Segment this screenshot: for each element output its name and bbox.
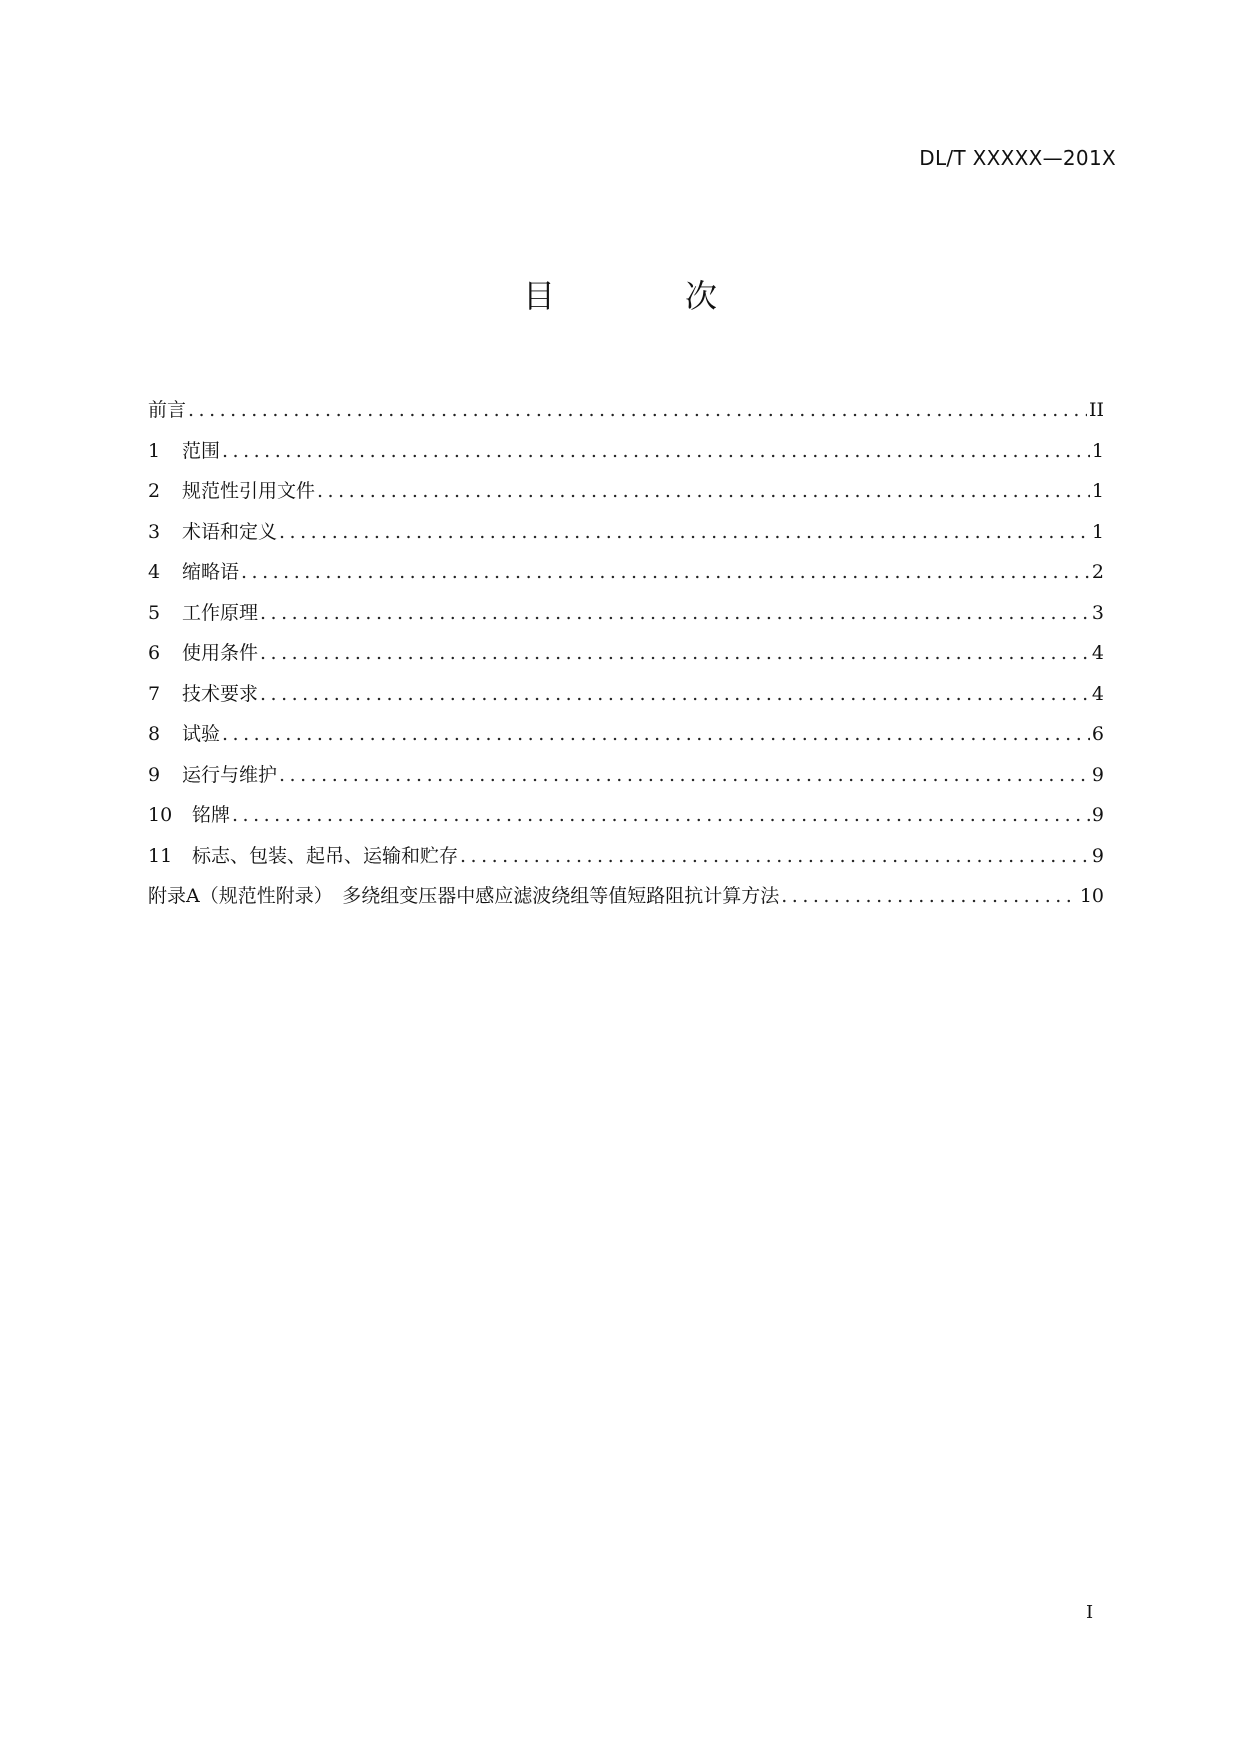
- toc-entry-label: 工作原理: [182, 601, 259, 624]
- toc-entry-number: 9: [148, 763, 161, 786]
- toc-entry-page: 1: [1091, 520, 1104, 543]
- standard-code: DL/T XXXXX—201X: [919, 146, 1116, 170]
- toc-entry-page: 1: [1091, 439, 1104, 462]
- toc-entry-page: 1: [1091, 480, 1104, 502]
- toc-entry-label: 运行与维护: [182, 763, 278, 786]
- toc-entry-number: 5: [148, 601, 161, 624]
- toc-entry-7[interactable]: [148, 674, 1104, 715]
- toc-entry-page: 4: [1091, 682, 1104, 705]
- toc-entry-page: 6: [1091, 723, 1104, 745]
- toc-entry-number: 8: [148, 723, 161, 745]
- toc-title-char-1: 目: [522, 277, 555, 315]
- toc-entry-label: 试验: [182, 723, 221, 745]
- dot-leader: [188, 390, 1087, 431]
- toc-entry-label: 范围: [182, 439, 221, 462]
- toc-entry-page: II: [1088, 399, 1104, 421]
- toc-entry-label: 规范性引用文件: [182, 480, 316, 502]
- dot-leader: [279, 512, 1090, 553]
- toc-entry-page: 3: [1091, 601, 1104, 624]
- dot-leader: [781, 876, 1078, 917]
- dot-leader: [260, 633, 1090, 674]
- dot-leader: [279, 755, 1090, 796]
- toc-entry-1[interactable]: [148, 431, 1104, 472]
- dot-leader: [260, 593, 1090, 634]
- toc-entry-page: 9: [1091, 763, 1104, 786]
- toc-entry-label: 使用条件: [182, 642, 259, 664]
- dot-leader: [317, 471, 1090, 512]
- toc-entry-label: 缩略语: [182, 561, 240, 583]
- toc-entry-appendix-a[interactable]: [148, 876, 1104, 917]
- toc-entry-label: 技术要求: [182, 682, 259, 705]
- toc-entry-10[interactable]: [148, 795, 1104, 836]
- table-of-contents: [148, 390, 1104, 917]
- toc-entry-label: 标志、包装、起吊、运输和贮存: [192, 844, 459, 867]
- toc-entry-9[interactable]: [148, 755, 1104, 796]
- toc-title: [0, 276, 1240, 316]
- page-number: I: [1086, 1602, 1094, 1623]
- toc-entry-number: 7: [148, 682, 161, 705]
- toc-entry-number: 10: [148, 804, 173, 826]
- toc-entry-foreword[interactable]: [148, 390, 1104, 431]
- toc-entry-number: 11: [148, 844, 173, 867]
- toc-entry-label: 前言: [148, 399, 187, 421]
- toc-entry-2[interactable]: [148, 471, 1104, 512]
- dot-leader: [232, 795, 1090, 836]
- toc-entry-number: 3: [148, 520, 161, 543]
- dot-leader: [241, 552, 1090, 593]
- toc-entry-number: 2: [148, 480, 161, 502]
- toc-entry-page: 2: [1091, 561, 1104, 583]
- toc-entry-page: 9: [1091, 804, 1104, 826]
- toc-entry-label: 术语和定义: [182, 520, 278, 543]
- dot-leader: [222, 431, 1090, 472]
- toc-entry-6[interactable]: [148, 633, 1104, 674]
- dot-leader: [460, 836, 1090, 877]
- toc-entry-page: 4: [1091, 642, 1104, 664]
- toc-entry-number: 4: [148, 561, 161, 583]
- toc-entry-label: 附录A（规范性附录） 多绕组变压器中感应滤波绕组等值短路阻抗计算方法: [148, 885, 780, 907]
- toc-title-char-2: 次: [685, 277, 718, 315]
- toc-entry-page: 9: [1091, 844, 1104, 867]
- toc-entry-page: 10: [1079, 885, 1104, 907]
- toc-entry-label: 铭牌: [192, 804, 231, 826]
- toc-entry-3[interactable]: [148, 512, 1104, 553]
- toc-entry-4[interactable]: [148, 552, 1104, 593]
- toc-entry-11[interactable]: [148, 836, 1104, 877]
- toc-entry-number: 1: [148, 439, 161, 462]
- dot-leader: [260, 674, 1090, 715]
- toc-entry-8[interactable]: [148, 714, 1104, 755]
- toc-entry-5[interactable]: [148, 593, 1104, 634]
- dot-leader: [222, 714, 1090, 755]
- toc-entry-number: 6: [148, 642, 161, 664]
